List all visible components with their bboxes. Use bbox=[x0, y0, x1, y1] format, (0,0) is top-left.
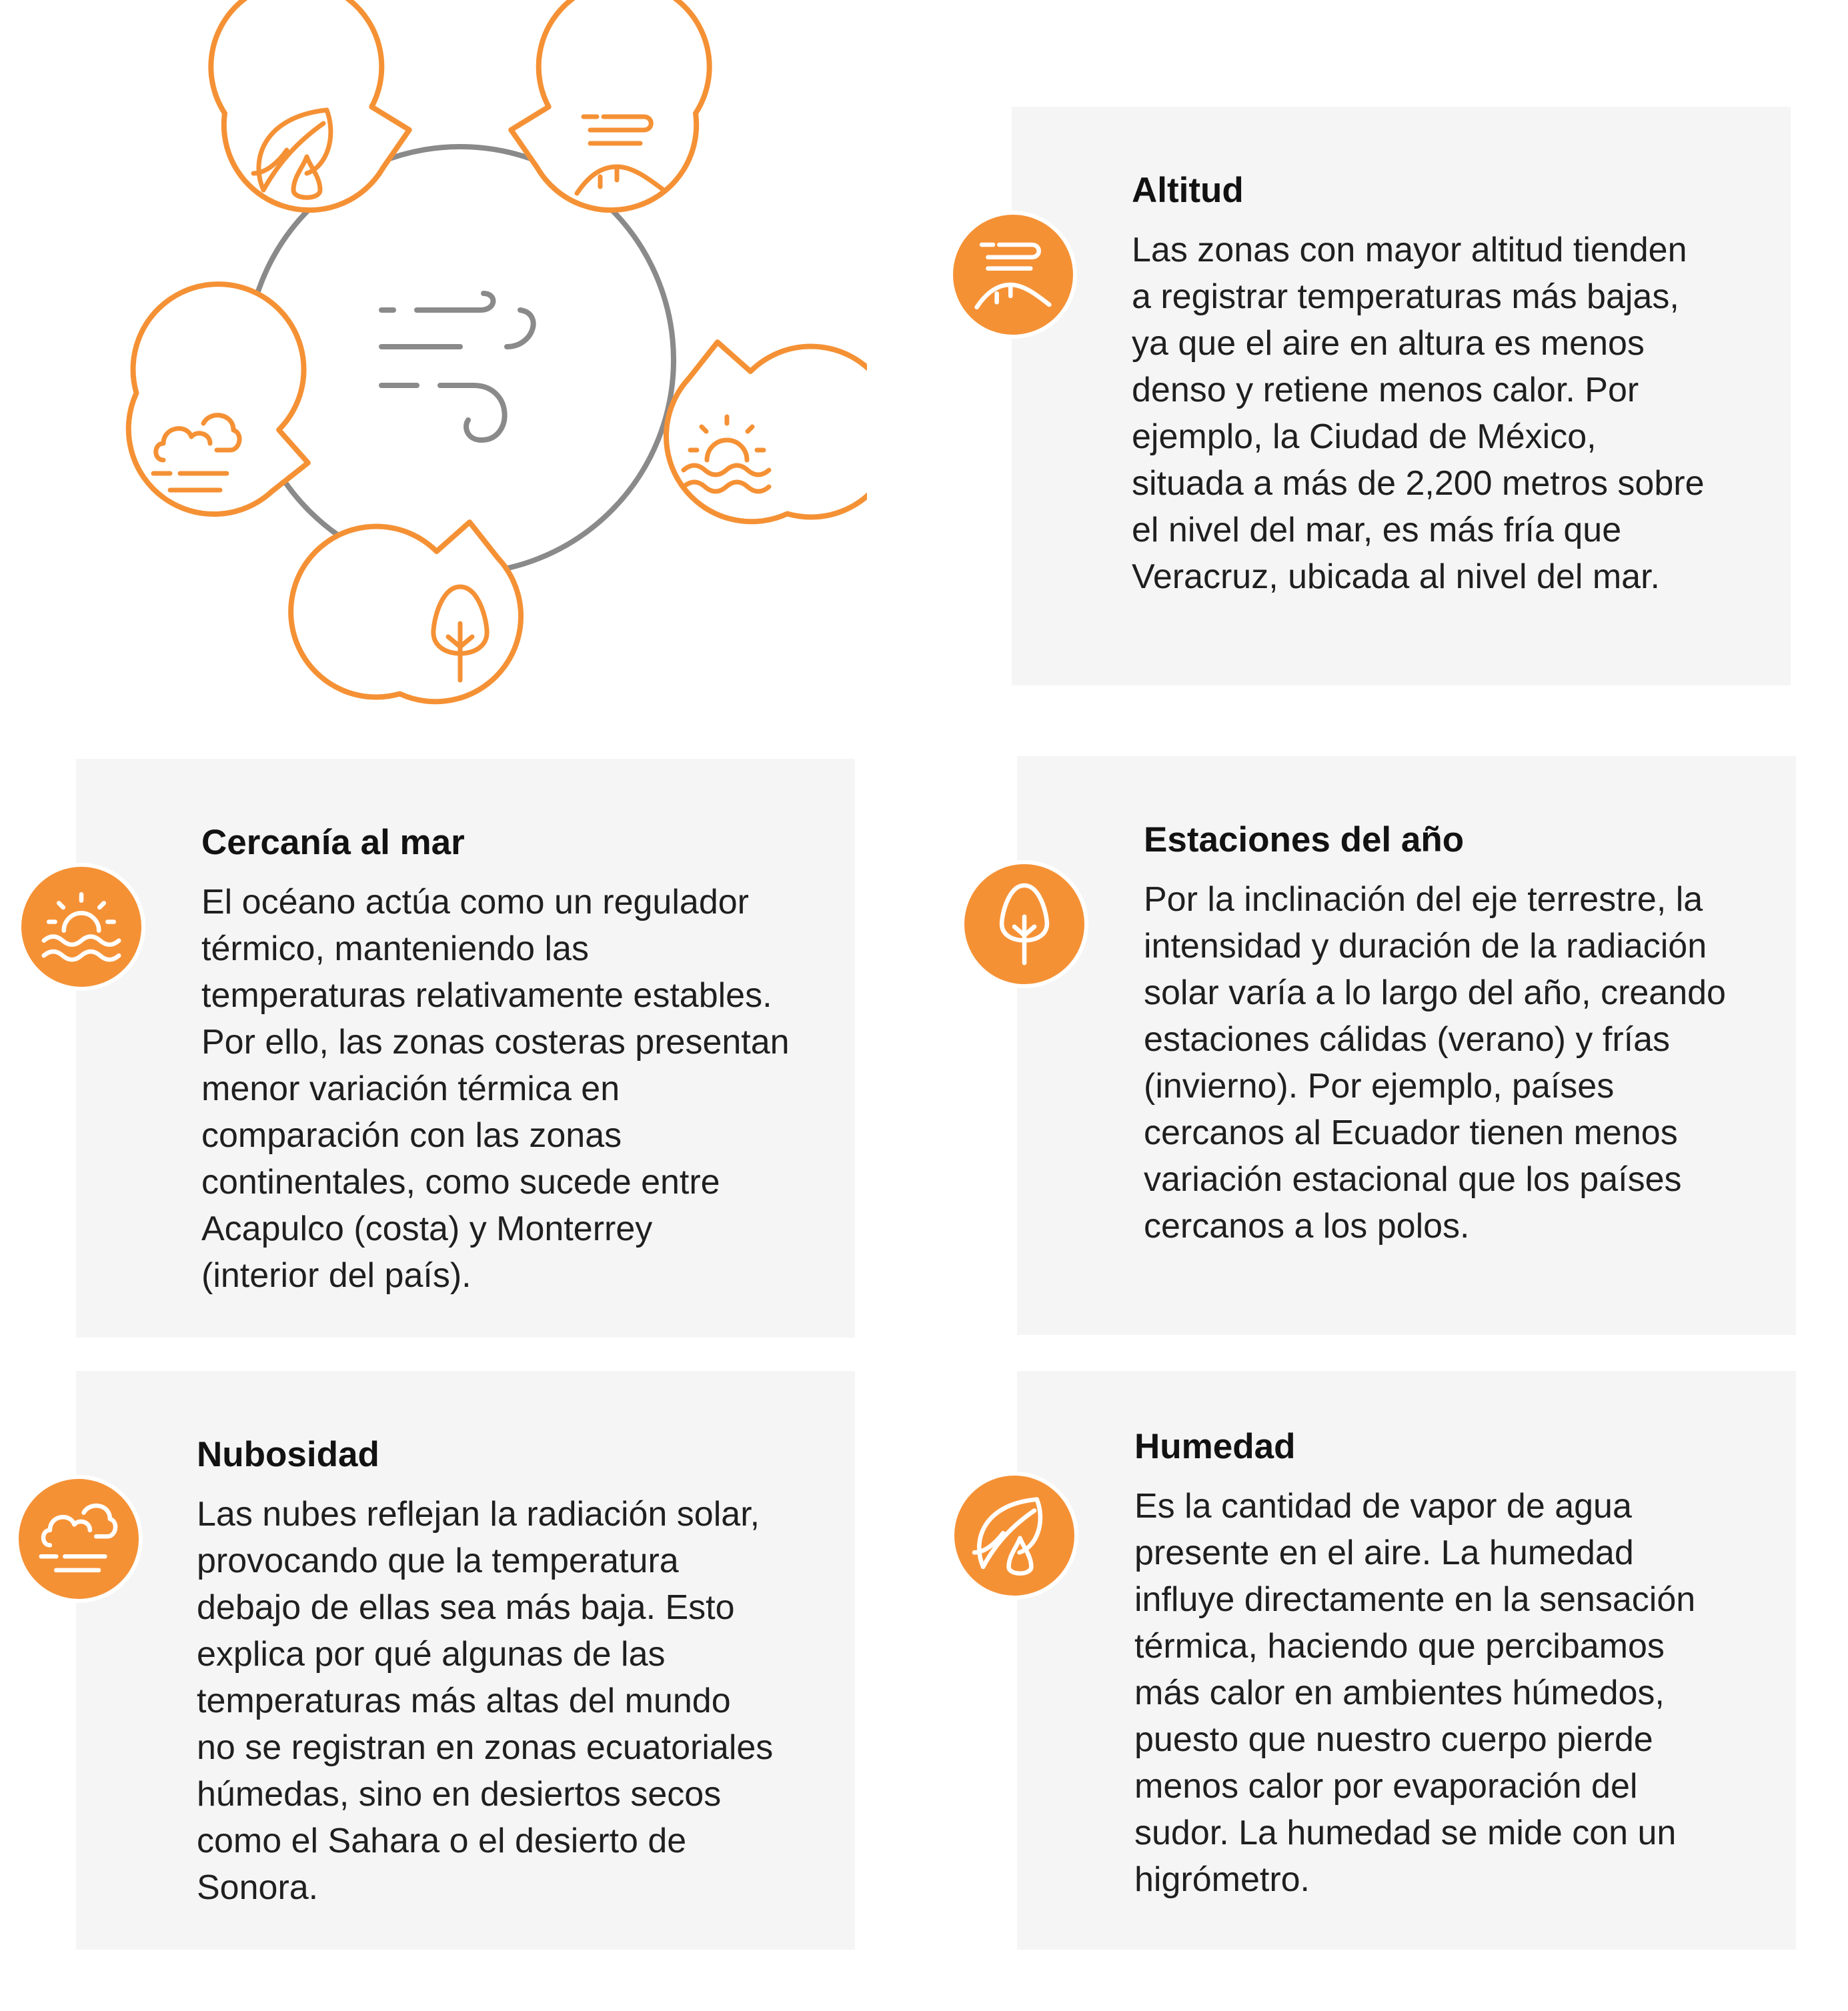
node-humedad bbox=[159, 0, 450, 243]
card-body: El océano actúa como un regulador térmico, manteniendo las temperaturas relativamente estables. Por ello, las zonas costeras presentan menor variación térmica en comparación con las zonas continentales, como sucede entre Acapulco (costa) y Monterrey (interior del país). bbox=[201, 883, 790, 1295]
badge-altitud bbox=[949, 211, 1077, 339]
card-cercania bbox=[76, 759, 855, 1338]
card-body: Por la inclinación del eje terrestre, la intensidad y duración de la radiación solar varía a lo largo del año, creando estaciones cálidas (verano) y frías (invierno). Por ejemplo, países cercanos al Ecuador tienen menos variación estacional que los países cercanos a los polos. bbox=[1144, 880, 1726, 1246]
card-nubosidad bbox=[76, 1371, 855, 1950]
card-body: Las nubes reflejan la radiación solar, provocando que la temperatura debajo de ellas sea más baja. Esto explica por qué algunas de las temperaturas más altas del mundo no se registran en zonas ecuatoriales húmedas, sino en desiertos secos como el Sahara o el desierto de Sonora. bbox=[197, 1495, 774, 1907]
card-title: Nubosidad bbox=[197, 1435, 379, 1474]
card-humedad bbox=[1017, 1371, 1796, 1950]
mountain-wind-icon bbox=[953, 215, 1073, 335]
card-title: Humedad bbox=[1134, 1427, 1296, 1466]
node-altitud bbox=[470, 0, 760, 243]
card-estaciones bbox=[1017, 756, 1796, 1335]
card-title: Cercanía al mar bbox=[201, 823, 465, 862]
leaf-drop-icon bbox=[954, 1476, 1074, 1596]
badge-nubosidad bbox=[15, 1475, 143, 1603]
card-body: Las zonas con mayor altitud tienden a registrar temperaturas más bajas, ya que el aire en altura es menos denso y retiene menos calor. Por ejemplo, la Ciudad de México, situada a más de 2,200 metros sobre el nivel del mar, es más fría que Veracruz, ubicada al nivel del mar. bbox=[1132, 231, 1705, 596]
climate-factors-diagram bbox=[0, 0, 867, 747]
badge-estaciones bbox=[960, 860, 1088, 988]
node-nubosidad bbox=[66, 249, 371, 553]
card-altitud bbox=[1012, 107, 1791, 685]
badge-humedad bbox=[950, 1472, 1078, 1600]
card-body: Es la cantidad de vapor de agua presente en el aire. La humedad influye directamente en la sensación térmica, haciendo que percibamos más calor en ambientes húmedos, puesto que nuestro cuerpo pierde menos calor por evaporación del sudor. La humedad se mide con un higrómetro. bbox=[1134, 1487, 1696, 1899]
sun-waves-icon bbox=[21, 867, 141, 987]
card-title: Estaciones del año bbox=[1144, 820, 1465, 859]
tree-icon bbox=[964, 864, 1084, 984]
badge-cercania bbox=[17, 863, 145, 991]
cloud-fog-icon bbox=[19, 1479, 139, 1599]
wind-icon bbox=[381, 293, 534, 440]
card-title: Altitud bbox=[1132, 171, 1244, 210]
diagram-graphic bbox=[0, 0, 867, 747]
